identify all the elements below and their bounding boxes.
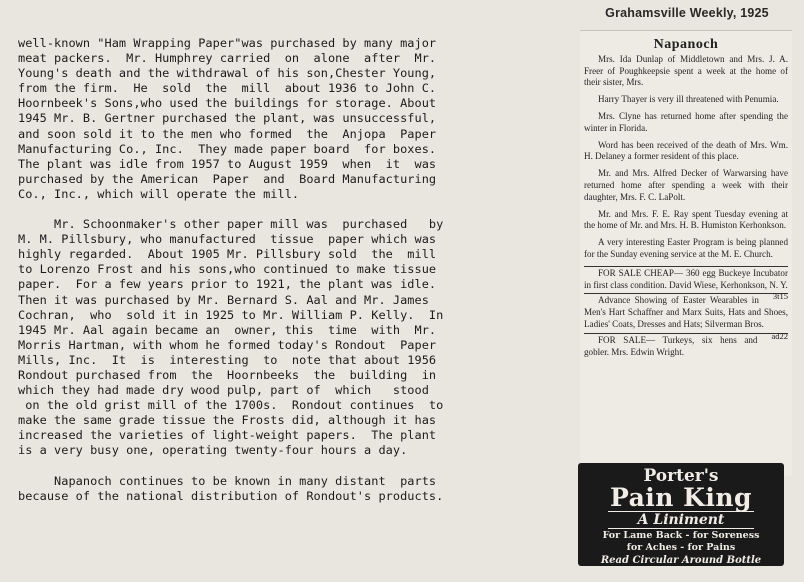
text-line: well-known "Ham Wrapping Paper"was purchased by many major	[18, 36, 437, 50]
ad-use-1: For Lame Back - for Soreness	[602, 530, 760, 541]
porters-pain-king-ad	[578, 463, 784, 566]
text-line: because of the national distribution of Rondout's products.	[18, 488, 444, 503]
news-item: Mr. and Mrs. Alfred Decker of Warwarsing have returned home after spending a week with their daughter, Mrs. F. C. LaPolt.	[584, 168, 788, 202]
text-line: 1945 Mr. B. Gertner purchased the plant, was unsuccessful,	[18, 111, 437, 126]
clipping-title: Napanoch	[653, 37, 719, 52]
ad-subtitle: A Liniment	[608, 511, 754, 529]
text-line: make the same grade tissue the Frosts did, although it has	[18, 413, 437, 428]
text-line: meat packers. Mr. Humphrey carried on alone after Mr.	[18, 51, 437, 66]
clipping-items	[580, 54, 792, 261]
text-line: Rondout purchased from the Hoornbeeks the building in	[18, 367, 437, 382]
text-line: Hoornbeek's Sons,who used the buildings for storage. About	[18, 96, 437, 111]
text-line: on the old grist mill of the 1700s. Rondout continues to	[18, 398, 444, 413]
ad-text: FOR SALE CHEAP— 360 egg Buckeye Incubator in first class condition. David Wiese, Kerhonkson, N. Y.	[584, 267, 788, 290]
news-clipping	[580, 30, 792, 476]
text-line: increased the varieties of light-weight papers. The plant	[18, 428, 437, 443]
text-line: Young's death and the withdrawal of his son,Chester Young,	[18, 66, 437, 81]
ad-code: ad22	[771, 330, 788, 341]
news-item: A very interesting Easter Program is being planned for the Sunday evening service at the M. E. Church.	[584, 237, 788, 259]
text-line: from the firm. He sold the mill about 1936 to John C.	[18, 81, 437, 96]
ad-brand: Porter's	[643, 466, 719, 486]
news-item: Mrs. Ida Dunlap of Middletown and Mrs. J. A. Freer of Poughkeepsie spent a week at the home of their sister, Mrs.	[584, 53, 788, 88]
news-item: Harry Thayer is very ill threatened with Penumia.	[598, 94, 779, 105]
news-item: Mr. and Mrs. F. E. Ray spent Tuesday evening at the home of Mr. and Mrs. H. B. Humiston Kerhonkson.	[584, 208, 788, 231]
text-line: and soon sold it to the men who formed the Anjopa Paper	[18, 126, 437, 141]
text-line: to Lorenzo Frost and his sons,who continued to make tissue	[18, 262, 437, 277]
text-line: Morris Hartman, with whom he formed today's Rondout Paper	[18, 337, 437, 352]
ad-product: Pain King	[609, 483, 753, 512]
classified-ad	[584, 266, 788, 302]
classified-ad	[584, 293, 788, 341]
ad-code: 3t15	[772, 291, 788, 302]
ad-text: Advance Showing of Easter Wearables in Men's Hart Schaffner and Marx Suits, Hats and Shoes, Ladies' Coats, Dresses and Hats; Silverman Bros.	[584, 295, 788, 329]
clipping-column	[578, 6, 796, 574]
text-line: Mr. Schoonmaker's other paper mill was purchased by	[18, 217, 444, 232]
text-line: paper. For a few years prior to 1921, the plant was idle.	[18, 277, 437, 292]
text-line: Manufacturing Co., Inc. They made paper board for boxes.	[18, 141, 437, 156]
text-line: M. M. Pillsbury, who manufactured tissue paper which was	[18, 232, 437, 247]
text-line: Mills, Inc. It is interesting to note that about 1956	[18, 352, 437, 367]
classified-ads	[580, 266, 792, 359]
text-line: 1945 Mr. Aal again became an owner, this time with Mr.	[18, 322, 437, 337]
text-line	[18, 459, 573, 474]
news-item: Word has been received of the death of Mrs. Wm. H. Delaney a former resident of this place.	[584, 139, 788, 162]
text-line: which they had made dry wood pulp, part of which stood	[18, 383, 429, 398]
classified-ad	[584, 330, 788, 359]
text-line: Then it was purchased by Mr. Bernard S. Aal and Mr. James	[18, 292, 429, 307]
ad-use-2: for Aches - for Pains	[626, 542, 736, 553]
text-line: The plant was idle from 1957 to August 1959 when it was	[18, 156, 437, 171]
text-line	[18, 202, 573, 217]
ad-text: FOR SALE— Turkeys, six hens and gobler. Mrs. Edwin Wright.	[584, 334, 758, 357]
text-line: Co., Inc., which will operate the mill.	[18, 186, 300, 201]
news-item: Mrs. Clyne has returned home after spending the winter in Florida.	[584, 110, 788, 133]
text-line: purchased by the American Paper and Board Manufacturing	[18, 171, 437, 186]
ad-tagline: Read Circular Around Bottle	[600, 555, 762, 566]
text-line: is a very busy one, operating twenty-four hours a day.	[18, 443, 408, 458]
text-line: Cochran, who sold it in 1925 to Mr. William P. Kelly. In	[18, 307, 444, 322]
text-line: highly regarded. About 1905 Mr. Pillsbury sold the mill	[18, 247, 437, 262]
history-text-column	[18, 36, 573, 504]
newspaper-header: Grahamsville Weekly, 1925	[605, 6, 769, 20]
text-line: Napanoch continues to be known in many distant parts	[18, 473, 437, 488]
